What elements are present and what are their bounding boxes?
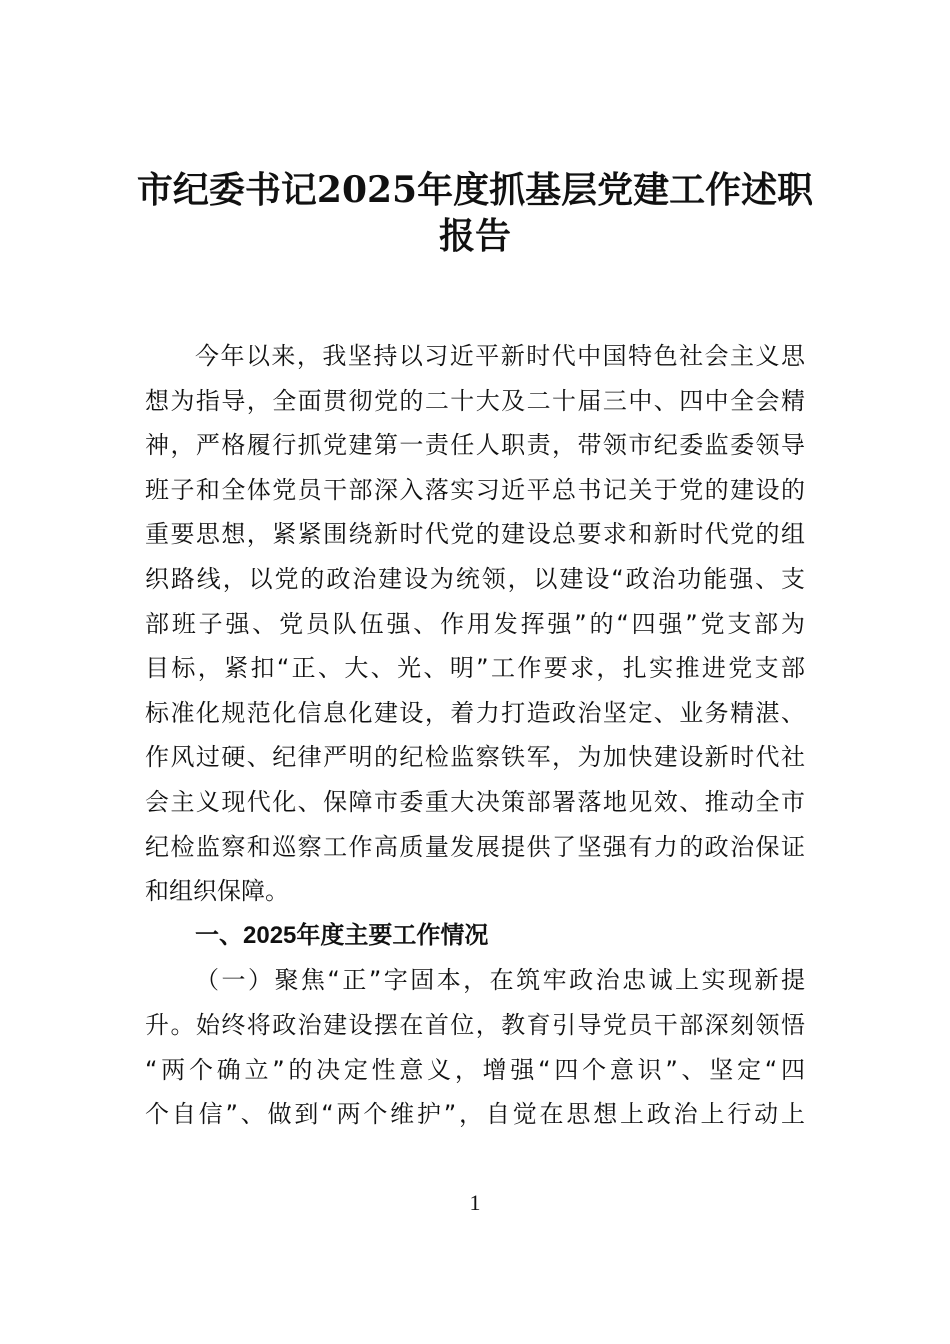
paragraph-line: 想为指导，全面贯彻党的二十大及二十届三中、四中全会精	[145, 386, 805, 415]
paragraph-line: （一）聚焦“正”字固本，在筑牢政治忠诚上实现新提	[195, 966, 805, 995]
document-title-line-1: 市纪委书记2025年度抓基层党建工作述职	[136, 169, 814, 211]
paragraph-line: 重要思想，紧紧围绕新时代党的建设总要求和新时代党的组	[145, 520, 805, 549]
document-title-line-2: 报告	[438, 215, 511, 257]
paragraph-line: 作风过硬、纪律严明的纪检监察铁军，为加快建设新时代社	[145, 743, 805, 772]
paragraph-line: 和组织保障。	[145, 877, 289, 906]
paragraph-line: 纪检监察和巡察工作高质量发展提供了坚强有力的政治保证	[145, 832, 805, 861]
paragraph-line: 神，严格履行抓党建第一责任人职责，带领市纪委监委领导	[145, 431, 805, 460]
paragraph-line: 班子和全体党员干部深入落实习近平总书记关于党的建设的	[145, 475, 805, 504]
paragraph-line: 会主义现代化、保障市委重大决策部署落地见效、推动全市	[145, 787, 805, 816]
document-body	[145, 334, 805, 1137]
paragraph-line: 标准化规范化信息化建设，着力打造政治坚定、业务精湛、	[145, 698, 805, 727]
paragraph-line: 升。始终将政治建设摆在首位，教育引导党员干部深刻领悟	[145, 1010, 805, 1039]
paragraph-line: 今年以来，我坚持以习近平新时代中国特色社会主义思	[195, 342, 805, 370]
page-number: 1	[469, 1190, 481, 1215]
paragraph-line: “两个确立”的决定性意义，增强“四个意识”、坚定“四	[145, 1055, 805, 1084]
section-heading: 一、2025年度主要工作情况	[195, 921, 489, 949]
paragraph-line: 目标，紧扣“正、大、光、明”工作要求，扎实推进党支部	[145, 654, 805, 683]
paragraph-line: 织路线，以党的政治建设为统领，以建设“政治功能强、支	[145, 564, 805, 593]
paragraph-line: 部班子强、党员队伍强、作用发挥强”的“四强”党支部为	[145, 609, 805, 638]
paragraph-line: 个自信”、做到“两个维护”，自觉在思想上政治上行动上	[145, 1100, 805, 1129]
